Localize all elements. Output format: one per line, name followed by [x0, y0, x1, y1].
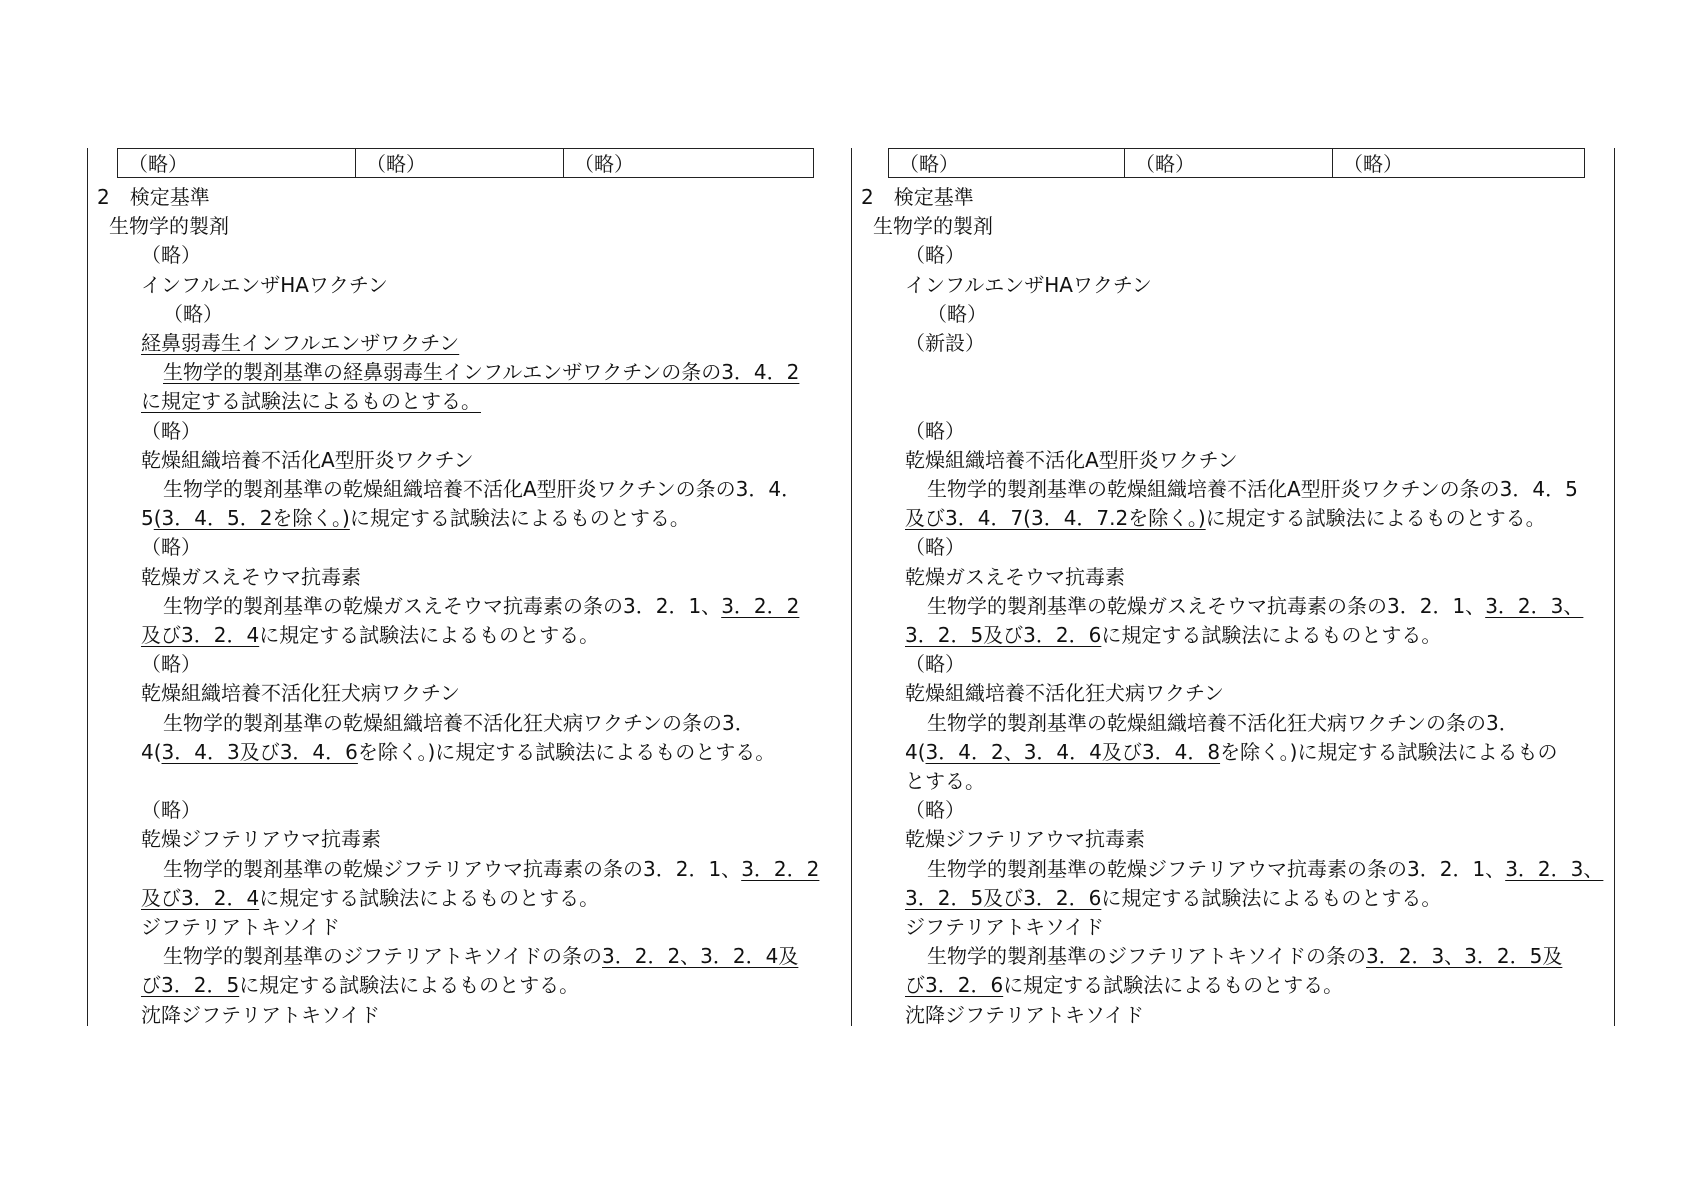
text-segment: 生物学的製剤基準の乾燥組織培養不活化狂犬病ワクチンの条の3．: [927, 710, 1519, 735]
text-line: [141, 650, 201, 679]
text-line: [163, 300, 223, 329]
text-line: [905, 417, 965, 446]
text-segment: 2 検定基準: [861, 185, 974, 209]
text-line: [141, 796, 201, 825]
text-segment: （略）: [141, 418, 201, 443]
text-line: [905, 971, 1343, 1000]
text-segment: （略）: [141, 243, 201, 268]
underlined-revision-text: 3．2．3、: [1505, 856, 1604, 881]
text-line: [905, 679, 1224, 708]
underlined-revision-text: 及び3．4．7(3．4．7.2を除く。): [905, 506, 1206, 531]
text-line: [905, 796, 965, 825]
text-line: [905, 738, 1557, 767]
text-line: [109, 212, 229, 241]
text-line: [873, 212, 993, 241]
text-line: [141, 913, 340, 942]
text-segment: 生物学的製剤: [873, 214, 993, 239]
underlined-revision-text: 経鼻弱毒生インフルエンザワクチン: [141, 331, 460, 355]
text-segment: 生物学的製剤基準の乾燥ガスえそウマ抗毒素の条の3．2．1、: [163, 593, 722, 618]
text-line: [927, 942, 1562, 971]
text-line: [905, 767, 985, 796]
text-line: [927, 300, 987, 329]
text-segment: に規定する試験法によるものとする。: [259, 623, 600, 647]
text-segment: （新設）: [905, 331, 985, 355]
text-segment: に規定する試験法によるものとする。: [1205, 506, 1546, 531]
text-segment: 5: [141, 506, 154, 531]
text-line: [141, 738, 775, 767]
text-segment: 生物学的製剤基準の乾燥組織培養不活化A型肝炎ワクチンの条の3．4．5: [927, 477, 1578, 501]
text-segment: （略）: [905, 243, 965, 268]
text-segment: （略）: [141, 535, 201, 560]
header-cell: （略）: [889, 149, 1125, 177]
underlined-revision-text: 3．2．5及び3．2．6: [905, 623, 1102, 647]
header-cell: （略）: [118, 149, 356, 177]
text-segment: 生物学的製剤基準の乾燥ジフテリアウマ抗毒素の条の3．2．1、: [163, 856, 742, 881]
text-line: [163, 358, 799, 387]
underlined-revision-text: 及び3．2．4: [141, 623, 260, 647]
text-line: [905, 271, 1152, 300]
text-line: [905, 329, 985, 358]
text-segment: 4(: [141, 739, 162, 764]
underlined-revision-text: 及び3．2．4: [141, 885, 260, 910]
underlined-revision-text: び3．2．6: [905, 973, 1004, 998]
text-line: [905, 241, 965, 270]
text-line: [905, 533, 965, 562]
text-segment: 生物学的製剤基準の乾燥組織培養不活化A型肝炎ワクチンの条の3．4．: [163, 477, 802, 501]
text-line: [905, 1001, 1144, 1030]
text-segment: （略）: [163, 301, 223, 326]
text-line: [927, 709, 1519, 738]
text-line: [97, 183, 210, 212]
underlined-revision-text: に規定する試験法によるものとする。: [141, 389, 481, 414]
text-segment: とする。: [905, 769, 985, 793]
header-cell: （略）: [574, 152, 634, 176]
text-segment: （略）: [905, 652, 965, 677]
header-cell: （略）: [1125, 149, 1333, 177]
underlined-revision-text: 3．4．2、3．4．4及び3．4．8: [925, 739, 1221, 764]
text-segment: 乾燥ジフテリアウマ抗毒素: [141, 827, 381, 852]
text-line: [905, 621, 1441, 650]
underlined-revision-text: 3．2．5及び3．2．6: [905, 885, 1102, 910]
right-border-line: [1614, 148, 1615, 1026]
text-line: [141, 884, 599, 913]
text-segment: ジフテリアトキソイド: [141, 915, 340, 939]
text-line: [905, 650, 965, 679]
text-line: [141, 825, 381, 854]
text-line: [905, 913, 1104, 942]
text-segment: に規定する試験法によるものとする。: [1003, 973, 1344, 998]
text-line: [905, 825, 1145, 854]
text-segment: 生物学的製剤基準の乾燥組織培養不活化狂犬病ワクチンの条の3．: [163, 710, 755, 735]
text-segment: 乾燥ジフテリアウマ抗毒素: [905, 827, 1145, 852]
text-line: [163, 709, 755, 738]
text-line: [141, 241, 201, 270]
text-line: [141, 271, 388, 300]
text-line: [861, 183, 974, 212]
text-segment: （略）: [141, 798, 201, 823]
text-segment: ジフテリアトキソイド: [905, 915, 1104, 939]
text-line: [163, 942, 798, 971]
text-segment: インフルエンザHAワクチン: [141, 272, 388, 297]
text-segment: 乾燥組織培養不活化狂犬病ワクチン: [905, 681, 1224, 706]
header-cell: （略）: [1343, 152, 1403, 176]
text-segment: 沈降ジフテリアトキソイド: [905, 1002, 1144, 1027]
text-line: [905, 563, 1125, 592]
text-line: [905, 884, 1441, 913]
text-line: [141, 387, 481, 416]
text-segment: を除く。)に規定する試験法によるものとする。: [357, 739, 776, 764]
text-line: [927, 475, 1578, 504]
underlined-revision-text: び3．2．5: [141, 973, 240, 998]
text-segment: に規定する試験法によるものとする。: [259, 885, 600, 910]
text-line: [141, 679, 460, 708]
text-segment: 乾燥ガスえそウマ抗毒素: [141, 564, 361, 589]
text-line: [163, 475, 801, 504]
text-line: [141, 1001, 380, 1030]
text-segment: （略）: [927, 301, 987, 326]
text-segment: （略）: [905, 535, 965, 560]
text-line: [163, 855, 819, 884]
text-line: [905, 446, 1238, 475]
text-segment: 生物学的製剤基準の乾燥ジフテリアウマ抗毒素の条の3．2．1、: [927, 856, 1506, 881]
text-segment: 生物学的製剤基準の乾燥ガスえそウマ抗毒素の条の3．2．1、: [927, 593, 1486, 618]
text-segment: 乾燥組織培養不活化狂犬病ワクチン: [141, 681, 460, 706]
text-segment: に規定する試験法によるものとする。: [1101, 885, 1442, 910]
underlined-revision-text: 3．4．3及び3．4．6: [161, 739, 358, 764]
left-header-table: [117, 148, 814, 178]
right-header-table: [888, 148, 1585, 178]
text-segment: 沈降ジフテリアトキソイド: [141, 1002, 380, 1027]
underlined-revision-text: 3．2．2: [741, 856, 820, 881]
text-segment: に規定する試験法によるものとする。: [349, 506, 690, 531]
underlined-revision-text: 3．2．3、: [1485, 593, 1584, 618]
text-line: [927, 855, 1603, 884]
underlined-revision-text: 3．2．2、3．2．4及: [602, 944, 799, 969]
header-cell: （略）: [356, 149, 564, 177]
text-segment: 生物学的製剤基準のジフテリアトキソイドの条の: [927, 944, 1366, 969]
text-segment: （略）: [905, 418, 965, 443]
text-line: [141, 533, 201, 562]
text-line: [905, 504, 1546, 533]
text-segment: を除く。)に規定する試験法によるもの: [1220, 739, 1558, 764]
text-line: [141, 446, 474, 475]
text-segment: に規定する試験法によるものとする。: [1101, 623, 1442, 647]
text-segment: 4(: [905, 739, 926, 764]
text-segment: 生物学的製剤基準のジフテリアトキソイドの条の: [163, 944, 602, 969]
text-line: [141, 971, 579, 1000]
text-segment: インフルエンザHAワクチン: [905, 272, 1152, 297]
text-segment: 生物学的製剤: [109, 214, 229, 239]
underlined-revision-text: (3．4．5．2を除く。): [153, 506, 350, 531]
left-border-line: [87, 148, 88, 1026]
underlined-revision-text: 3．2．3、3．2．5及: [1366, 944, 1563, 969]
text-segment: （略）: [905, 798, 965, 823]
text-line: [141, 621, 599, 650]
underlined-revision-text: 生物学的製剤基準の経鼻弱毒生インフルエンザワクチンの条の3．4．2: [163, 360, 800, 385]
underlined-revision-text: 3．2．2: [721, 593, 800, 618]
text-segment: 乾燥組織培養不活化A型肝炎ワクチン: [905, 447, 1238, 472]
text-line: [141, 504, 690, 533]
text-segment: に規定する試験法によるものとする。: [239, 973, 580, 998]
text-line: [927, 592, 1583, 621]
text-line: [141, 417, 201, 446]
text-segment: 2 検定基準: [97, 185, 210, 209]
center-divider-line: [851, 148, 852, 1026]
text-segment: （略）: [141, 652, 201, 677]
text-line: [141, 329, 459, 358]
text-segment: 乾燥ガスえそウマ抗毒素: [905, 564, 1125, 589]
text-line: [141, 563, 361, 592]
text-segment: 乾燥組織培養不活化A型肝炎ワクチン: [141, 447, 474, 472]
text-line: [163, 592, 799, 621]
